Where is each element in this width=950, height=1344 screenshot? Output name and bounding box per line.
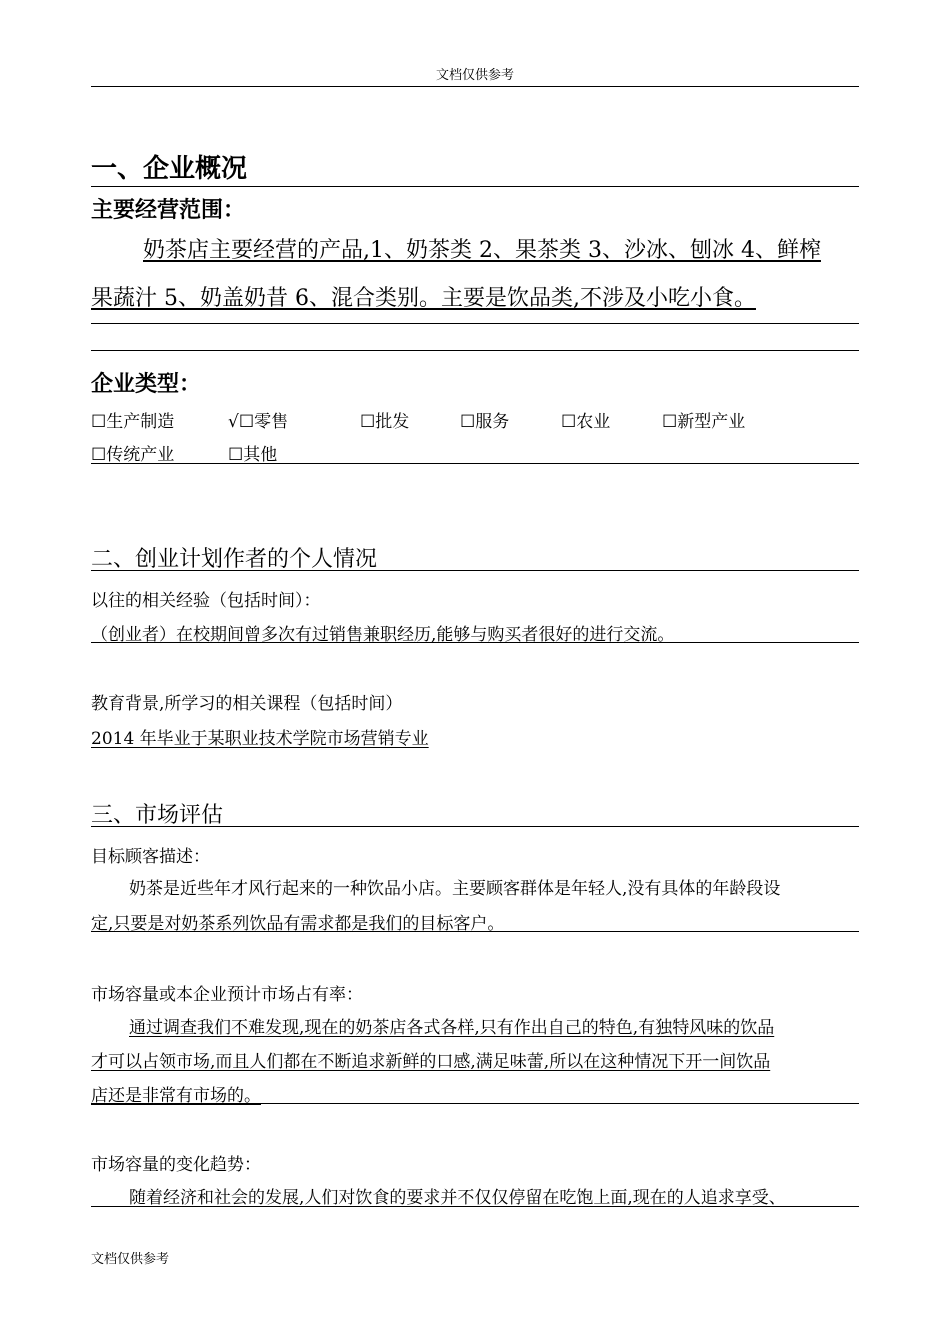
- education-label: 教育背景,所学习的相关课程（包括时间）: [91, 694, 403, 714]
- section3-title: 三、市场评估: [91, 803, 224, 828]
- page-header: 文档仅供参考: [435, 68, 514, 83]
- rule: [91, 826, 859, 827]
- option-service[interactable]: ☐服务: [460, 412, 510, 432]
- scope-line-2: 果蔬汁 5、奶盖奶昔 6、混合类别。主要是饮品类,不涉及小吃小食。: [91, 286, 756, 311]
- capacity-line-2: 才可以占领市场,而且人们都在不断追求新鲜的口感,满足味蕾,所以在这种情况下开一间饮品: [91, 1052, 771, 1072]
- rule: [91, 350, 859, 351]
- option-new-industry[interactable]: ☐新型产业: [662, 412, 746, 432]
- section2-title: 二、创业计划作者的个人情况: [91, 547, 378, 572]
- option-wholesale[interactable]: ☐批发: [360, 412, 410, 432]
- capacity-line-3: 店还是非常有市场的。: [91, 1086, 261, 1106]
- rule: [91, 463, 859, 464]
- trend-line-1: 随着经济和社会的发展,人们对饮食的要求并不仅仅停留在吃饱上面,现在的人追求享受、: [129, 1188, 786, 1208]
- rule: [91, 642, 859, 643]
- option-retail[interactable]: √☐零售: [228, 412, 289, 432]
- rule: [91, 1103, 859, 1104]
- capacity-line-1: 通过调查我们不难发现,现在的奶茶店各式各样,只有作出自己的特色,有独特风味的饮品: [129, 1018, 775, 1038]
- rule: [91, 1206, 859, 1207]
- scope-line-1: 奶茶店主要经营的产品,1、奶茶类 2、果茶类 3、沙冰、刨冰 4、鲜榨: [143, 238, 821, 263]
- option-other[interactable]: ☐其他: [228, 445, 278, 465]
- education-text-value: 2014 年毕业于某职业技术学院市场营销专业: [91, 729, 429, 749]
- section1-title: 一、企业概况: [91, 154, 248, 184]
- rule: [91, 323, 859, 324]
- experience-label: 以往的相关经验（包括时间）：: [91, 591, 321, 611]
- option-traditional-industry[interactable]: ☐传统产业: [91, 445, 175, 465]
- type-heading: 企业类型：: [91, 372, 202, 397]
- page-footer: 文档仅供参考: [91, 1252, 170, 1267]
- target-line-1: 奶茶是近些年才风行起来的一种饮品小店。主要顾客群体是年轻人,没有具体的年龄段设: [129, 879, 781, 899]
- target-line-2: 定,只要是对奶茶系列饮品有需求都是我们的目标客户。: [91, 914, 505, 934]
- capacity-label: 市场容量或本企业预计市场占有率：: [91, 985, 363, 1005]
- header-rule: [91, 86, 859, 87]
- option-manufacturing[interactable]: ☐生产制造: [91, 412, 175, 432]
- trend-label: 市场容量的变化趋势：: [91, 1155, 261, 1175]
- scope-heading: 主要经营范围：: [91, 198, 246, 223]
- experience-text: （创业者）在校期间曾多次有过销售兼职经历,能够与购买者很好的进行交流。: [91, 625, 675, 645]
- rule: [91, 570, 859, 571]
- education-text: [91, 724, 859, 749]
- rule: [91, 931, 859, 932]
- option-agriculture[interactable]: ☐农业: [561, 412, 611, 432]
- target-label: 目标顾客描述：: [91, 847, 210, 867]
- rule: [91, 186, 859, 187]
